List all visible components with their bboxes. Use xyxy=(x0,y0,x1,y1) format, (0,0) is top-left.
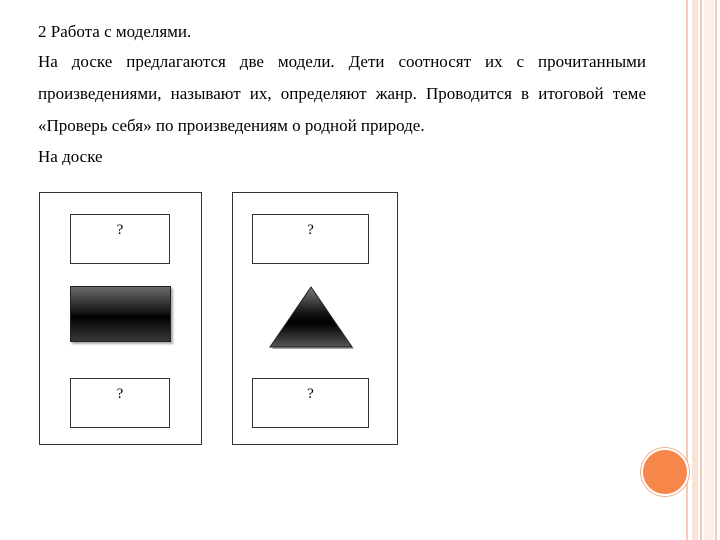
triangle-shape xyxy=(266,285,356,351)
decor-stripe xyxy=(692,0,698,540)
question-box-bottom: ? xyxy=(252,378,369,428)
decor-stripe xyxy=(715,0,717,540)
decor-circle xyxy=(641,448,689,496)
board-label: На доске xyxy=(38,147,103,166)
slide-heading: 2 Работа с моделями. xyxy=(38,22,192,41)
question-box-top: ? xyxy=(70,214,170,264)
model-triangle xyxy=(232,192,398,445)
slide-paragraph: На доске предлагаются две модели. Дети соотносят их с прочитанными произведениями, называют их, определяют жанр. Проводится в итоговой теме «Проверь себя» по произведениям о родной природе. xyxy=(38,52,646,135)
decor-stripe xyxy=(704,0,714,540)
decor-stripe xyxy=(700,0,702,540)
decor-stripe xyxy=(686,0,688,540)
model-rectangle xyxy=(39,192,202,445)
question-box-bottom: ? xyxy=(70,378,170,428)
rectangle-shape xyxy=(70,286,171,342)
slide-text xyxy=(38,18,646,172)
question-box-top: ? xyxy=(252,214,369,264)
